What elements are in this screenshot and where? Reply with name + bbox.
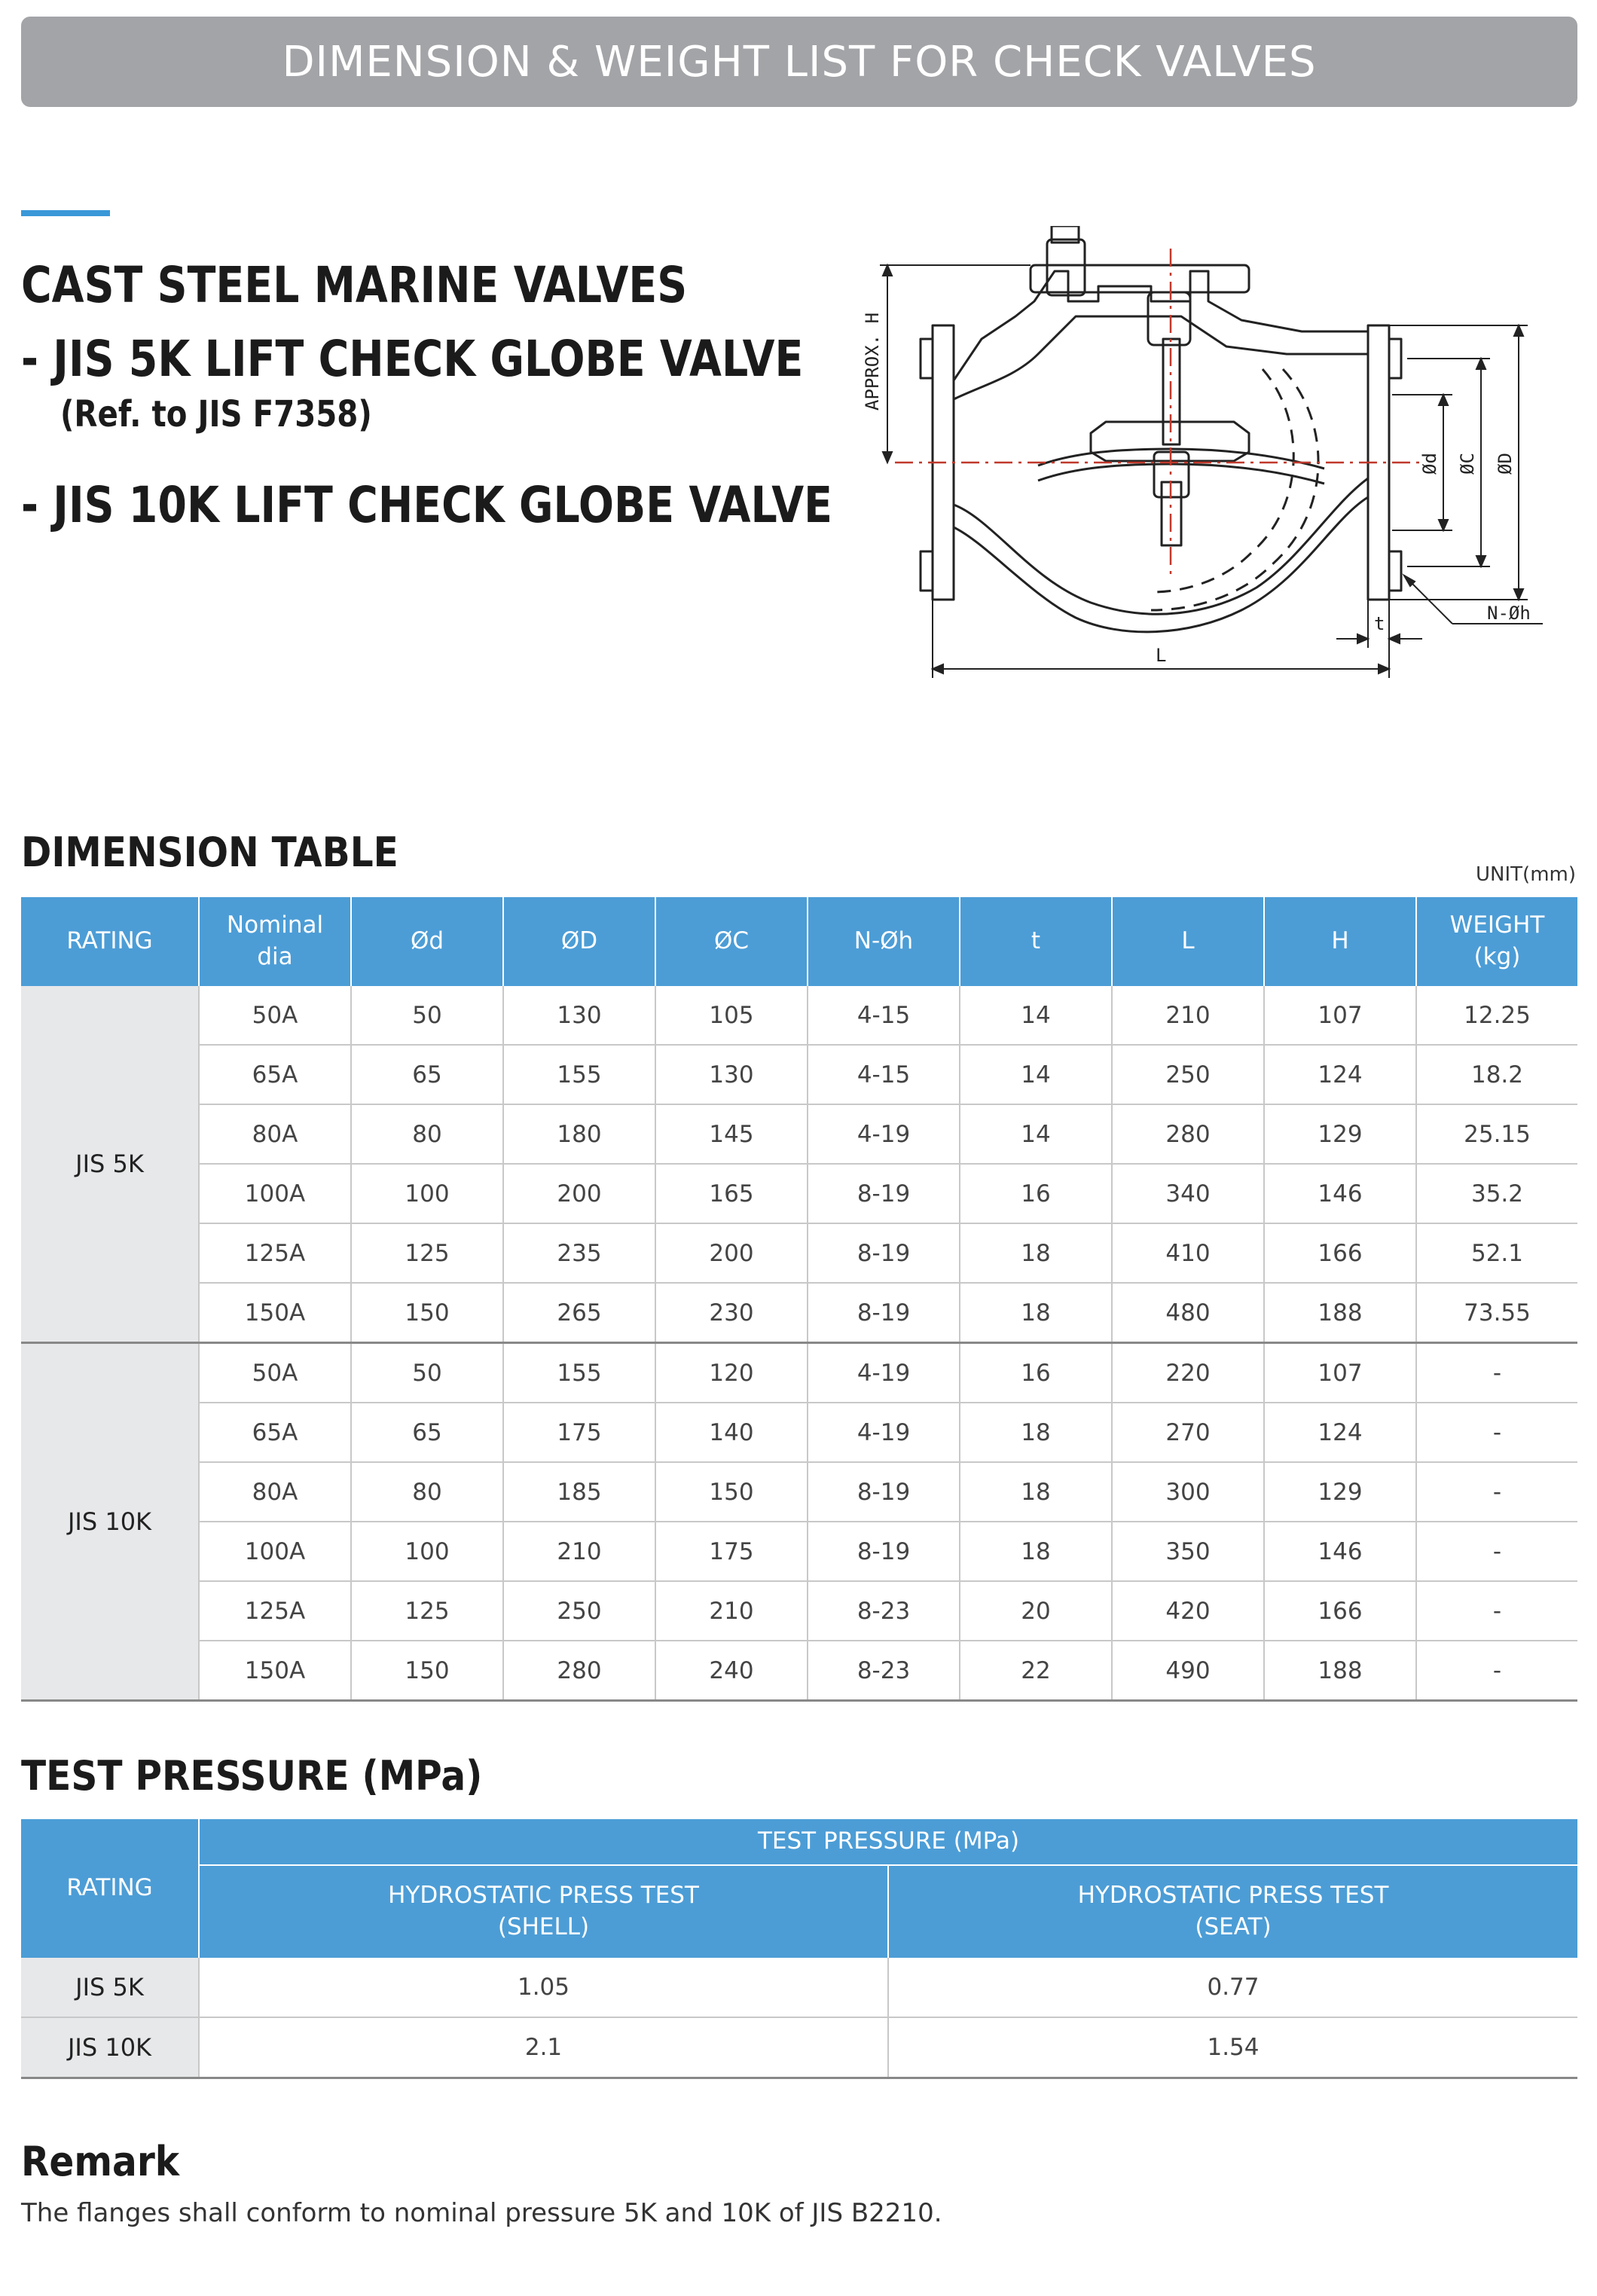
- header-t: t: [960, 897, 1112, 986]
- cell-h: 146: [1264, 1522, 1416, 1581]
- cell-h: 146: [1264, 1164, 1416, 1223]
- cell-h: 129: [1264, 1104, 1416, 1164]
- remark-title: Remark: [21, 2138, 180, 2185]
- heading-jis10k: - JIS 10K LIFT CHECK GLOBE VALVE: [21, 476, 832, 534]
- label-l: L: [1156, 645, 1167, 666]
- cell-t: 18: [960, 1283, 1112, 1343]
- tp-header-shell: HYDROSTATIC PRESS TEST (SHELL): [199, 1865, 888, 1958]
- table-row: [21, 1104, 1577, 1164]
- cell-nominal-dia: 65A: [199, 1403, 351, 1462]
- tp-header-seat: HYDROSTATIC PRESS TEST (SEAT): [888, 1865, 1577, 1958]
- cell-d-large: 155: [503, 1343, 655, 1403]
- cell-nominal-dia: 125A: [199, 1223, 351, 1283]
- cell-d-small: 125: [351, 1581, 503, 1641]
- cell-l: 350: [1112, 1522, 1264, 1581]
- cell-weight: -: [1416, 1462, 1577, 1522]
- cell-nominal-dia: 50A: [199, 986, 351, 1045]
- cell-d-large: 185: [503, 1462, 655, 1522]
- cell-h: 124: [1264, 1403, 1416, 1462]
- accent-bar: [21, 210, 110, 216]
- cell-t: 18: [960, 1403, 1112, 1462]
- cell-weight: 18.2: [1416, 1045, 1577, 1104]
- cell-h: 129: [1264, 1462, 1416, 1522]
- tp-seat-value: 0.77: [888, 1958, 1577, 2017]
- cell-l: 410: [1112, 1223, 1264, 1283]
- cell-t: 18: [960, 1223, 1112, 1283]
- bonnet-bolt: [1047, 240, 1085, 295]
- cell-h: 124: [1264, 1045, 1416, 1104]
- cell-d-small: 100: [351, 1164, 503, 1223]
- cell-d-small: 65: [351, 1403, 503, 1462]
- cell-h: 107: [1264, 986, 1416, 1045]
- cell-c: 165: [655, 1164, 808, 1223]
- cell-c: 105: [655, 986, 808, 1045]
- tp-header-rating: RATING: [21, 1819, 199, 1958]
- cell-nominal-dia: 80A: [199, 1104, 351, 1164]
- cell-nominal-dia: 150A: [199, 1283, 351, 1343]
- dimension-table-title: DIMENSION TABLE: [21, 829, 398, 876]
- cell-nominal-dia: 65A: [199, 1045, 351, 1104]
- cell-c: 240: [655, 1641, 808, 1701]
- cell-d-large: 280: [503, 1641, 655, 1701]
- label-approx-h: APPROX. H: [862, 312, 883, 411]
- heading-cast-steel: CAST STEEL MARINE VALVES: [21, 256, 688, 314]
- header-d-small: Ød: [351, 897, 503, 986]
- table-row: [21, 1164, 1577, 1223]
- cell-c: 150: [655, 1462, 808, 1522]
- cell-h: 166: [1264, 1223, 1416, 1283]
- cell-d-large: 200: [503, 1164, 655, 1223]
- cell-d-small: 80: [351, 1462, 503, 1522]
- table-row: [21, 1045, 1577, 1104]
- header-c: ØC: [655, 897, 808, 986]
- cell-d-large: 180: [503, 1104, 655, 1164]
- cell-h: 107: [1264, 1343, 1416, 1403]
- header-nominal-dia: Nominal dia: [199, 897, 351, 986]
- cell-t: 14: [960, 1045, 1112, 1104]
- cell-d-large: 235: [503, 1223, 655, 1283]
- cell-t: 22: [960, 1641, 1112, 1701]
- cell-weight: 73.55: [1416, 1283, 1577, 1343]
- cell-l: 250: [1112, 1045, 1264, 1104]
- cell-l: 280: [1112, 1104, 1264, 1164]
- cell-d-small: 125: [351, 1223, 503, 1283]
- table-row: [21, 1958, 1577, 2017]
- cell-l: 420: [1112, 1581, 1264, 1641]
- cell-n-h: 8-23: [808, 1641, 960, 1701]
- cell-nominal-dia: 125A: [199, 1581, 351, 1641]
- table-row: [21, 2017, 1577, 2078]
- cell-nominal-dia: 100A: [199, 1164, 351, 1223]
- cell-nominal-dia: 150A: [199, 1641, 351, 1701]
- label-nh: N-Øh: [1487, 603, 1531, 624]
- cell-nominal-dia: 100A: [199, 1522, 351, 1581]
- valve-diagram: [850, 226, 1573, 693]
- table-row: [21, 1522, 1577, 1581]
- cell-n-h: 4-19: [808, 1403, 960, 1462]
- cell-l: 490: [1112, 1641, 1264, 1701]
- table-row: [21, 1343, 1577, 1403]
- cell-h: 188: [1264, 1283, 1416, 1343]
- table-row: [21, 1403, 1577, 1462]
- cell-t: 16: [960, 1164, 1112, 1223]
- cell-l: 210: [1112, 986, 1264, 1045]
- cell-weight: -: [1416, 1581, 1577, 1641]
- tp-rating: JIS 10K: [21, 2017, 199, 2078]
- cell-n-h: 4-19: [808, 1343, 960, 1403]
- header-d-large: ØD: [503, 897, 655, 986]
- cell-d-small: 150: [351, 1641, 503, 1701]
- cell-c: 210: [655, 1581, 808, 1641]
- cell-t: 20: [960, 1581, 1112, 1641]
- header-l: L: [1112, 897, 1264, 986]
- heading-jis5k: - JIS 5K LIFT CHECK GLOBE VALVE: [21, 330, 804, 388]
- label-d-large: ØD: [1495, 453, 1516, 475]
- page-banner: [21, 17, 1577, 107]
- cell-d-small: 150: [351, 1283, 503, 1343]
- dimension-table: [21, 897, 1577, 1702]
- cell-c: 130: [655, 1045, 808, 1104]
- table-row: [21, 1223, 1577, 1283]
- cell-n-h: 8-19: [808, 1283, 960, 1343]
- cell-t: 18: [960, 1522, 1112, 1581]
- unit-note: UNIT(mm): [1476, 863, 1576, 886]
- cell-weight: -: [1416, 1641, 1577, 1701]
- cell-weight: -: [1416, 1522, 1577, 1581]
- table-row: [21, 1462, 1577, 1522]
- cell-h: 166: [1264, 1581, 1416, 1641]
- cell-weight: 35.2: [1416, 1164, 1577, 1223]
- cell-t: 14: [960, 986, 1112, 1045]
- cell-d-large: 210: [503, 1522, 655, 1581]
- label-t: t: [1374, 613, 1385, 634]
- cell-t: 14: [960, 1104, 1112, 1164]
- cell-l: 300: [1112, 1462, 1264, 1522]
- banner-title: DIMENSION & WEIGHT LIST FOR CHECK VALVES: [282, 37, 1317, 87]
- header-h: H: [1264, 897, 1416, 986]
- cell-c: 140: [655, 1403, 808, 1462]
- cell-c: 200: [655, 1223, 808, 1283]
- cell-n-h: 8-19: [808, 1164, 960, 1223]
- heading-reference: (Ref. to JIS F7358): [60, 393, 372, 435]
- cell-n-h: 8-23: [808, 1581, 960, 1641]
- bonnet-cover: [1031, 265, 1249, 292]
- cell-d-small: 50: [351, 986, 503, 1045]
- cell-weight: -: [1416, 1343, 1577, 1403]
- cell-weight: 12.25: [1416, 986, 1577, 1045]
- tp-shell-value: 2.1: [199, 2017, 888, 2078]
- header-rating: RATING: [21, 897, 199, 986]
- cell-d-large: 130: [503, 986, 655, 1045]
- table-row: [21, 986, 1577, 1045]
- header-weight: WEIGHT (kg): [1416, 897, 1577, 986]
- cell-l: 270: [1112, 1403, 1264, 1462]
- cell-d-large: 175: [503, 1403, 655, 1462]
- table-row: [21, 1641, 1577, 1701]
- cell-d-small: 100: [351, 1522, 503, 1581]
- cell-c: 145: [655, 1104, 808, 1164]
- label-d-small: Ød: [1419, 453, 1440, 475]
- cell-d-large: 265: [503, 1283, 655, 1343]
- tp-shell-value: 1.05: [199, 1958, 888, 2017]
- cell-t: 18: [960, 1462, 1112, 1522]
- cell-n-h: 4-19: [808, 1104, 960, 1164]
- cell-n-h: 4-15: [808, 1045, 960, 1104]
- cell-c: 175: [655, 1522, 808, 1581]
- cell-c: 120: [655, 1343, 808, 1403]
- test-pressure-title: TEST PRESSURE (MPa): [21, 1752, 483, 1800]
- table-row: [21, 1581, 1577, 1641]
- rating-cell: JIS 10K: [21, 1343, 199, 1701]
- cell-t: 16: [960, 1343, 1112, 1403]
- cell-n-h: 4-15: [808, 986, 960, 1045]
- cell-l: 480: [1112, 1283, 1264, 1343]
- remark-text: The flanges shall conform to nominal pressure 5K and 10K of JIS B2210.: [21, 2198, 942, 2228]
- cell-weight: 52.1: [1416, 1223, 1577, 1283]
- cell-h: 188: [1264, 1641, 1416, 1701]
- cell-nominal-dia: 80A: [199, 1462, 351, 1522]
- cell-weight: -: [1416, 1403, 1577, 1462]
- tp-rating: JIS 5K: [21, 1958, 199, 2017]
- cell-n-h: 8-19: [808, 1223, 960, 1283]
- cell-nominal-dia: 50A: [199, 1343, 351, 1403]
- cell-d-small: 50: [351, 1343, 503, 1403]
- cell-d-large: 155: [503, 1045, 655, 1104]
- dimension-table-body: [21, 986, 1577, 1701]
- cell-l: 220: [1112, 1343, 1264, 1403]
- tp-seat-value: 1.54: [888, 2017, 1577, 2078]
- rating-cell: JIS 5K: [21, 986, 199, 1343]
- cell-n-h: 8-19: [808, 1522, 960, 1581]
- label-c: ØC: [1457, 453, 1478, 475]
- test-pressure-table: [21, 1819, 1577, 2079]
- cell-l: 340: [1112, 1164, 1264, 1223]
- header-n-h: N-Øh: [808, 897, 960, 986]
- table-row: [21, 1283, 1577, 1343]
- cell-c: 230: [655, 1283, 808, 1343]
- cell-d-large: 250: [503, 1581, 655, 1641]
- cell-d-small: 65: [351, 1045, 503, 1104]
- cell-d-small: 80: [351, 1104, 503, 1164]
- tp-header-top: TEST PRESSURE (MPa): [199, 1819, 1577, 1865]
- cell-n-h: 8-19: [808, 1462, 960, 1522]
- cell-weight: 25.15: [1416, 1104, 1577, 1164]
- dimension-header-row: [21, 897, 1577, 986]
